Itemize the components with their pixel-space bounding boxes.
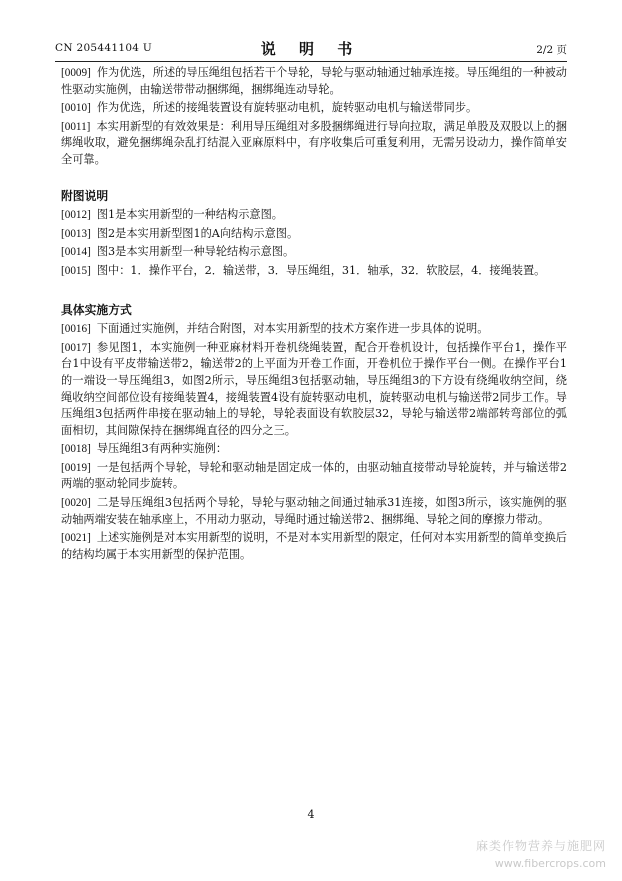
paragraph-text: 上述实施例是对本实用新型的说明，不是对本实用新型的限定，任何对本实用新型的简单变换后的结构均属于本实用新型的保护范围。 [61,531,567,561]
paragraph-number: [0021] [61,532,91,545]
paragraph [61,226,567,243]
paragraph-number: [0011] [61,120,91,133]
watermark-site-name: 麻类作物营养与施肥网 [475,839,606,853]
paragraph-number: [0015] [61,264,91,277]
paragraph-number: [0020] [61,497,91,510]
paragraph-text: 图3是本实用新型一种导轮结构示意图。 [96,245,295,259]
heading-embodiment: 具体实施方式 [61,302,132,317]
section-embodiment [61,321,567,563]
paragraph [61,244,567,261]
paragraph-text: 导压绳组3有两种实施例： [96,442,228,456]
paragraph-text: 图中：1．操作平台，2．输送带，3．导压绳组，31．轴承，32．软胶层，4．接绳装置。 [96,263,546,277]
heading-figure-description: 附图说明 [61,188,109,203]
paragraph-number: [0009] [61,67,91,79]
paragraph [61,340,567,440]
paragraph [61,65,567,98]
paragraph [61,263,567,280]
paragraph [61,119,567,169]
patent-number: CN 205441104 U [55,42,153,54]
paragraph-number: [0012] [61,209,91,222]
paragraph-number: [0019] [61,461,91,474]
paragraph [61,460,567,493]
paragraph-number: [0018] [61,443,91,456]
page-number: 4 [307,808,315,821]
paragraph [61,207,567,224]
paragraph-text: 本实用新型的有效效果是：利用导压绳组对多股捆绑绳进行导向拉取，满足单股及双股以上的捆绑绳收取，避免捆绑绳杂乱打结混入亚麻原料中，有序收集后可重复利用，无需另设动力，操作简单安全可靠。 [61,119,567,166]
page-count: 2/2 页 [536,44,567,56]
paragraph-number: [0013] [61,227,91,240]
paragraph-number: [0016] [61,323,91,336]
paragraph-text: 作为优选，所述的导压绳组包括若干个导轮，导轮与驱动轴通过轴承连接。导压绳组的一种被动性驱动实施例，由输送带带动捆绑绳，捆绑绳连动导轮。 [61,66,567,96]
paragraph-text: 图1是本实用新型的一种结构示意图。 [96,208,283,222]
document-body [61,65,567,565]
document-title: 说 明 书 [260,40,362,58]
paragraph-number: [0010] [61,102,91,115]
paragraph [61,495,567,528]
section-figures [61,207,567,279]
header-rule [55,61,567,62]
paragraph [61,530,567,563]
section-intro [61,65,567,169]
paragraph-text: 作为优选，所述的接绳装置设有旋转驱动电机，旋转驱动电机与输送带同步。 [96,101,478,115]
watermark-url: www.fibercrops.com [494,857,606,870]
paragraph-text: 一是包括两个导轮，导轮和驱动轴是固定成一体的，由驱动轴直接带动导轮旋转，并与输送带2两端的驱动轮同步旋转。 [61,460,567,491]
paragraph-text: 二是导压绳组3包括两个导轮，导轮与驱动轴之间通过轴承31连接，如图3所示，该实施例的驱动轴两端安装在轴承座上，不用动力驱动，导绳时通过输送带2、捆绑绳、导轮之间的摩擦力带动。 [61,496,567,526]
paragraph-text: 下面通过实施例，并结合附图，对本实用新型的技术方案作进一步具体的说明。 [96,322,489,336]
paragraph [61,100,567,117]
paragraph [61,441,567,458]
paragraph-number: [0014] [61,246,91,259]
paragraph-text: 参见图1，本实施例一种亚麻材料开卷机绕绳装置，配合开卷机设计，包括操作平台1，操作平台1中设有平皮带输送带2，输送带2的上平面为开卷工作面，开卷机位于操作平台一侧。在操作平台1的一端设一导压绳组3，如图2所示，导压绳组3包括驱动轴，导压绳组3的下方设有绕绳收纳空间，绕绳收纳空间部位设有接绳装置4，接绳装置4设有旋转驱动电机，旋转驱动电机与输送带2同步工作。导压绳组3包括两件串接在驱动轴上的导轮，导轮表面设有软胶层32，导轮与输送带2端部转弯部位的弧面相切，其间隙保持在捆绑绳直径的四分之三。 [61,340,567,437]
paragraph [61,321,567,338]
paragraph-text: 图2是本实用新型图1的A向结构示意图。 [96,226,299,240]
paragraph-number: [0017] [61,341,91,354]
page-header [55,38,567,60]
